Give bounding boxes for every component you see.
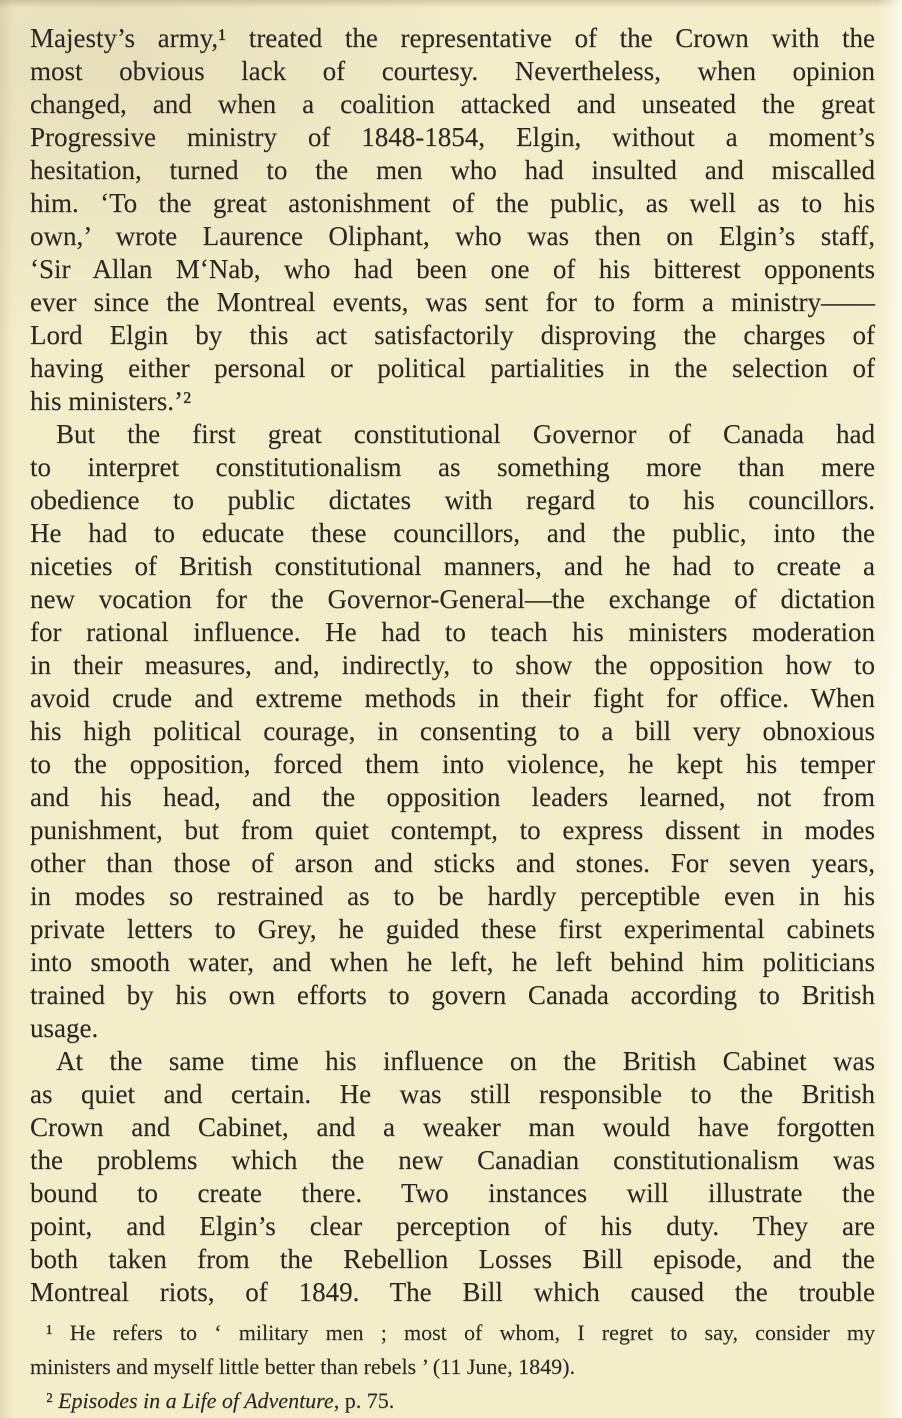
- text-line: bound to create there. Two instances will illustrate the: [30, 1178, 875, 1208]
- scan-edge-top: [0, 0, 902, 8]
- text-line: But the first great constitutional Governor of Canada had: [56, 419, 875, 449]
- text-line: At the same time his influence on the British Cabinet was: [56, 1046, 875, 1076]
- text-line: his ministers.’²: [30, 386, 192, 416]
- text-line: changed, and when a coalition attacked and unseated the great: [30, 89, 875, 119]
- text-line: his high political courage, in consenting to a bill very obnoxious: [30, 716, 875, 746]
- text-line: Montreal riots, of 1849. The Bill which caused the trouble: [30, 1277, 875, 1307]
- text-line: usage.: [30, 1013, 99, 1043]
- text-line: him. ‘To the great astonishment of the public, as well as to his: [30, 188, 875, 218]
- text-line: both taken from the Rebellion Losses Bill episode, and the: [30, 1244, 875, 1274]
- text-line: and his head, and the opposition leaders learned, not from: [30, 782, 875, 812]
- scan-edge-right: [878, 0, 902, 1418]
- text-line: in their measures, and, indirectly, to show the opposition how to: [30, 650, 875, 680]
- footnote-line: [30, 1384, 875, 1418]
- footnote-text: , p. 75.: [333, 1388, 395, 1413]
- main-text: [30, 22, 875, 1418]
- text-line: punishment, but from quiet contempt, to express dissent in modes: [30, 815, 875, 845]
- footnotes: [30, 1316, 875, 1418]
- text-line: Majesty’s army,¹ treated the representative of the Crown with the: [30, 23, 875, 53]
- text-line: Crown and Cabinet, and a weaker man would have forgotten: [30, 1112, 875, 1142]
- text-line: other than those of arson and sticks and stones. For seven years,: [30, 848, 875, 878]
- text-line: in modes so restrained as to be hardly perceptible even in his: [30, 881, 875, 911]
- text-line: Progressive ministry of 1848-1854, Elgin, without a moment’s: [30, 122, 875, 152]
- text-line: new vocation for the Governor-General—the exchange of dictation: [30, 584, 875, 614]
- text-line: niceties of British constitutional manners, and he had to create a: [30, 551, 875, 581]
- paragraph: [30, 1045, 875, 1309]
- text-line: trained by his own efforts to govern Canada according to British: [30, 980, 875, 1010]
- text-line: private letters to Grey, he guided these first experimental cabinets: [30, 914, 875, 944]
- book-title: Episodes in a Life of Adventure: [58, 1388, 334, 1413]
- text-line: to the opposition, forced them into violence, he kept his temper: [30, 749, 875, 779]
- paragraph: [30, 418, 875, 1045]
- footnote-line: ¹ He refers to ‘ military men ; most of whom, I regret to say, consider my: [46, 1320, 875, 1345]
- text-line: ever since the Montreal events, was sent for to form a ministry——: [30, 287, 875, 317]
- footnote-line: ministers and myself little better than rebels ’ (11 June, 1849).: [30, 1354, 575, 1379]
- text-line: He had to educate these councillors, and the public, into the: [30, 518, 875, 548]
- text-line: obedience to public dictates with regard to his councillors.: [30, 485, 875, 515]
- text-line: as quiet and certain. He was still responsible to the British: [30, 1079, 875, 1109]
- text-line: into smooth water, and when he left, he left behind him politicians: [30, 947, 875, 977]
- text-line: own,’ wrote Laurence Oliphant, who was then on Elgin’s staff,: [30, 221, 875, 251]
- text-line: Lord Elgin by this act satisfactorily disproving the charges of: [30, 320, 875, 350]
- text-line: avoid crude and extreme methods in their fight for office. When: [30, 683, 875, 713]
- text-line: having either personal or political partialities in the selection of: [30, 353, 875, 383]
- footnote: [30, 1316, 875, 1384]
- text-line: point, and Elgin’s clear perception of his duty. They are: [30, 1211, 875, 1241]
- footnote-text: ²: [46, 1388, 59, 1413]
- text-line: the problems which the new Canadian constitutionalism was: [30, 1145, 875, 1175]
- text-line: for rational influence. He had to teach his ministers moderation: [30, 617, 875, 647]
- text-line: hesitation, turned to the men who had insulted and miscalled: [30, 155, 875, 185]
- scan-edge-left: [0, 0, 14, 1418]
- body-paragraphs: [30, 22, 875, 1309]
- text-line: most obvious lack of courtesy. Nevertheless, when opinion: [30, 56, 875, 86]
- footnote: [30, 1384, 875, 1418]
- paragraph: [30, 22, 875, 418]
- text-line: to interpret constitutionalism as something more than mere: [30, 452, 875, 482]
- text-line: ‘Sir Allan M‘Nab, who had been one of his bitterest opponents: [30, 254, 875, 284]
